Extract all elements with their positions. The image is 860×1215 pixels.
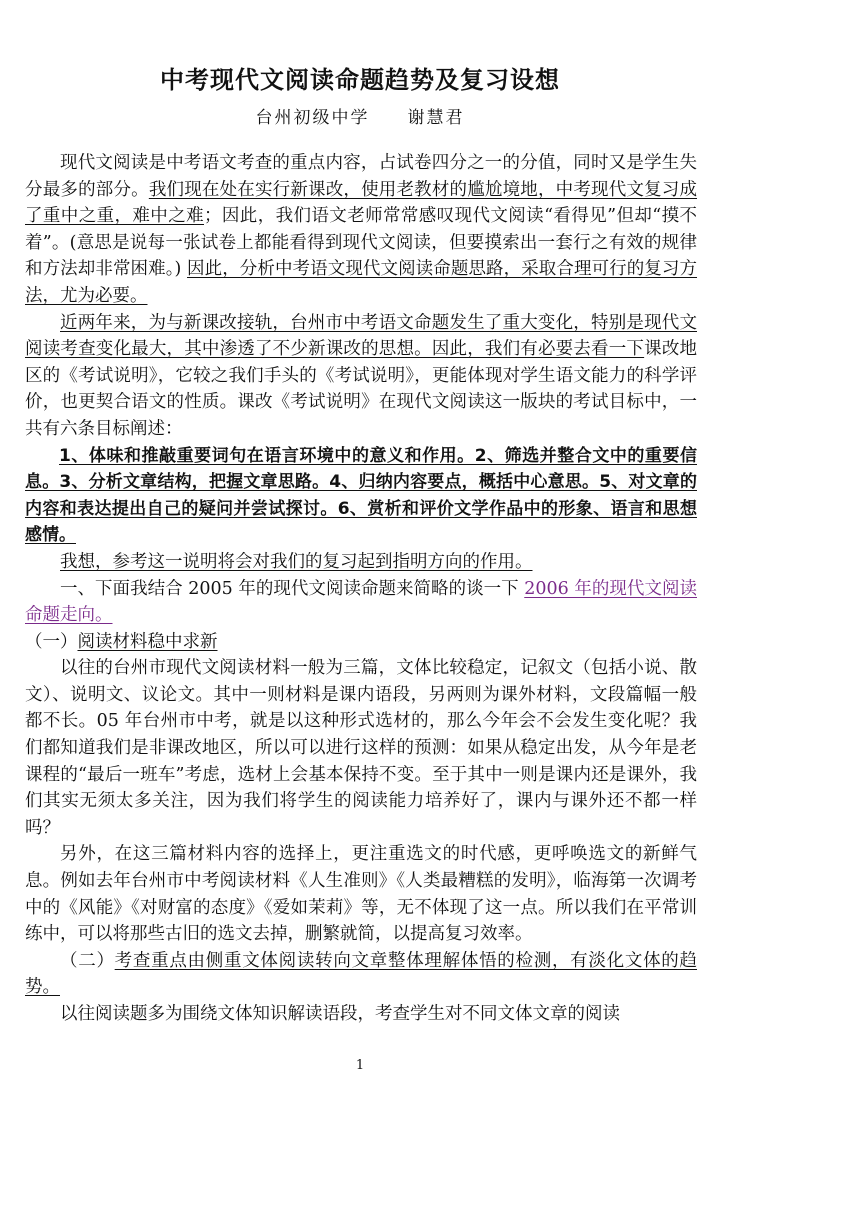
paragraph-reform-underlined: 近两年来，为与新课改接轨，台州市中考语文命题发生了重大变化，特别是现代文阅读考查变化最大，其中渗透了不少新课改的思想。因此，我们有必要去看一下 <box>25 312 697 360</box>
paragraph-intro <box>25 150 697 310</box>
paragraph-six-goals: 1、体味和推敲重要词句在语言环境中的意义和作用。2、筛选并整合文中的重要信息。3、分析文章结构，把握文章思路。4、归纳内容要点，概括中心意思。5、对文章的内容和表达提出自己的疑问并尝试探讨。6、赏析和评价文学作品中的形象、语言和思想感情。 <box>25 445 697 546</box>
paragraph-section-one-intro <box>25 576 697 629</box>
paragraph-intro-text-1: 现代文阅读是中考语文考查的重点内容，占试卷四分之一的分值，同时又是学生失分最多的部分。 <box>25 153 697 200</box>
author-line: 台州初级中学 谢慧君 <box>255 108 465 128</box>
paragraph-reform-text: 课改地区的《考试说明》，它较之我们手头的《考试说明》，更能体现对学生语文能力的科学评价，也更契合语文的性质。课改《考试说明》在现代文阅读这一版块的考试目标中，一共有六条目标阐述： <box>25 339 698 439</box>
paragraph-reform <box>25 310 697 443</box>
document-title: 中考现代文阅读命题趋势及复习设想 <box>160 66 560 94</box>
heading-focus-prefix: （二） <box>60 950 115 971</box>
paragraph-past-questions: 以往阅读题多为围绕文体知识解读语段，考查学生对不同文体文章的阅读 <box>60 1004 620 1024</box>
section-one-intro-text: 一、下面我结合 2005 年的现代文阅读命题来简略的谈一下 <box>60 578 525 599</box>
heading-materials-text: 阅读材料稳中求新 <box>77 631 218 652</box>
trend-2006-link[interactable]: 2006 年的现代文阅读命题走向。 <box>25 578 697 626</box>
page-number: 1 <box>355 1058 365 1073</box>
heading-materials-prefix: （一） <box>25 631 78 652</box>
paragraph-intro-underlined-2: 因此，分析中考语文现代文阅读命题思路，采取合理可行的复习方法，尤为必要。 <box>25 259 698 306</box>
heading-materials <box>25 629 697 656</box>
paragraph-direction: 我想，参考这一说明将会对我们的复习起到指明方向的作用。 <box>60 551 533 572</box>
paragraph-selection: 另外，在这三篇材料内容的选择上，更注重选文的时代感，更呼唤选文的新鲜气息。例如去年台州市中考阅读材料《人生准则》《人类最糟糕的发明》，临海第一次调考中的《风能》《对财富的态度》《爱如茉莉》等，无不体现了这一点。所以我们在平常训练中，可以将那些古旧的选文去掉，删繁就简，以提高复习效率。 <box>25 844 697 945</box>
paragraph-intro-text-2: ；因此，我们语文老师常常感叹现代文阅读“看得见”但却“摸不着”。(意思是说每一张试卷上都能看得到现代文阅读，但要摸索出一套行之有效的规律和方法却非常困难。) <box>25 206 698 280</box>
paragraph-intro-underlined-1: 我们现在处在实行新课改，使用老教材的尴尬境地，中考现代文复习成了重中之重，难中之难 <box>25 179 698 227</box>
document-body <box>25 150 697 1028</box>
heading-focus-text: 考查重点由侧重文体阅读转向文章整体理解体悟的检测，有淡化文体的趋势。 <box>25 950 698 998</box>
paragraph-materials: 以往的台州市现代文阅读材料一般为三篇，文体比较稳定，记叙文（包括小说、散文）、说明文、议论文。其中一则材料是课内语段，另两则为课外材料，文段篇幅一般都不长。05 年台州市中考，就是以这种形式选材的，那么今年会不会发生变化呢？我们都知道我们是非课改地区，所以可以进行这样的预测：如果从稳定出发，从今年是老课程的“最后一班车”考虑，选材上会基本保持不变。至于其中一则是课内还是课外，我们其实无须太多关注，因为我们将学生的阅读能力培养好了，课内与课外还不都一样吗？ <box>25 658 697 838</box>
heading-focus <box>25 948 697 1001</box>
